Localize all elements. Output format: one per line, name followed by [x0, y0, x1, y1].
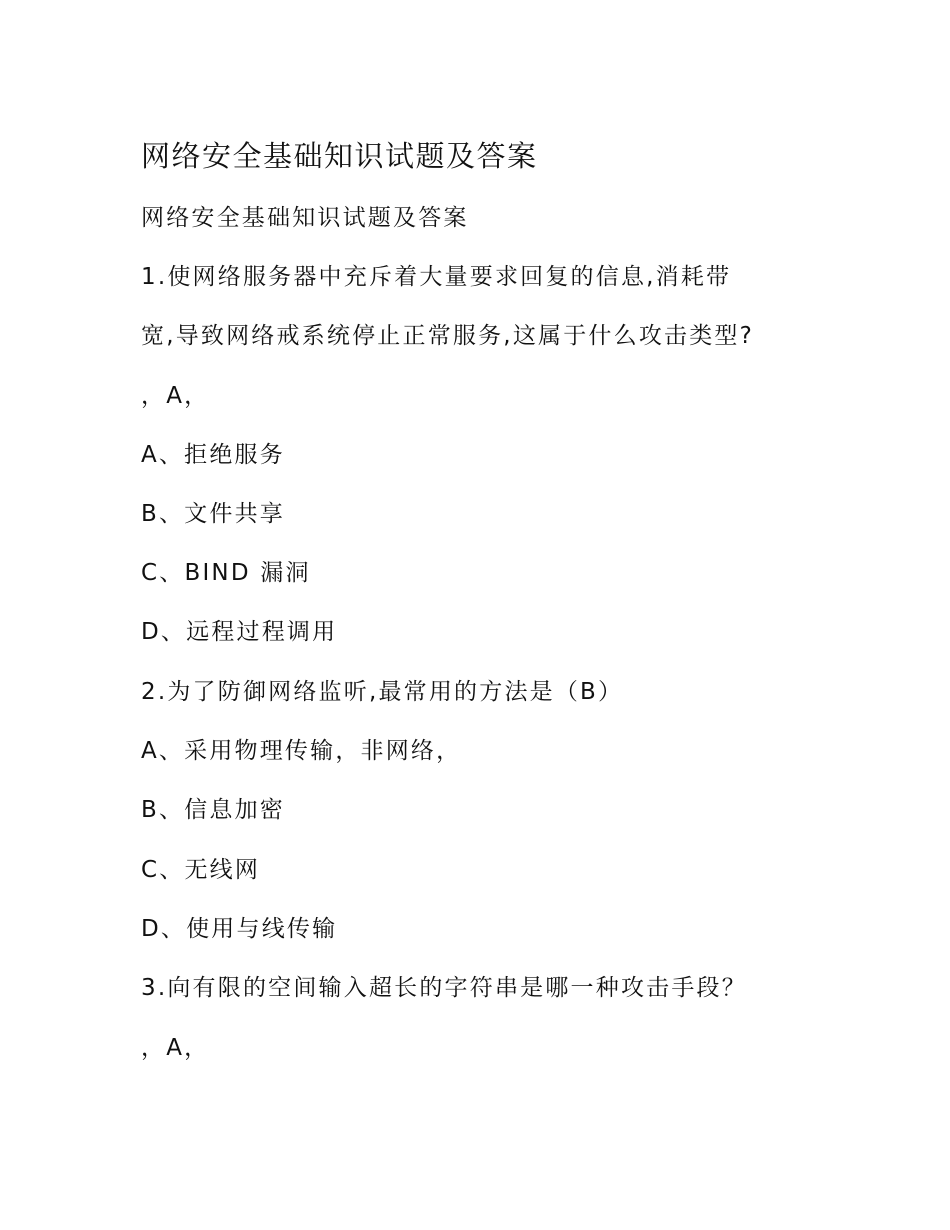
document-title: 网络安全基础知识试题及答案 [141, 139, 538, 173]
question-2-option-c: C、无线网 [141, 857, 261, 883]
question-2-option-a: A、采用物理传输，非网络， [141, 738, 462, 764]
question-3-line-1: 3.向有限的空间输入超长的字符串是哪一种攻击手段？ [141, 975, 747, 1001]
question-2-line-1: 2.为了防御网络监听,最常用的方法是（B） [141, 679, 624, 705]
document-subtitle: 网络安全基础知识试题及答案 [141, 205, 469, 231]
question-1-option-b: B、文件共享 [141, 501, 285, 527]
question-1-option-d: D、远程过程调用 [141, 619, 338, 645]
question-1-option-c: C、BIND 漏洞 [141, 560, 311, 586]
question-1-line-1: 1.使网络服务器中充斥着大量要求回复的信息,消耗带 [141, 264, 732, 290]
question-1-answer: ，A， [141, 383, 210, 409]
question-1-line-2: 宽,导致网络戒系统停止正常服务,这属于什么攻击类型? [141, 323, 755, 349]
question-2-option-b: B、信息加密 [141, 797, 285, 823]
question-1-option-a: A、拒绝服务 [141, 442, 285, 468]
question-2-option-d: D、使用与线传输 [141, 916, 338, 942]
question-3-answer: ，A， [141, 1035, 210, 1061]
